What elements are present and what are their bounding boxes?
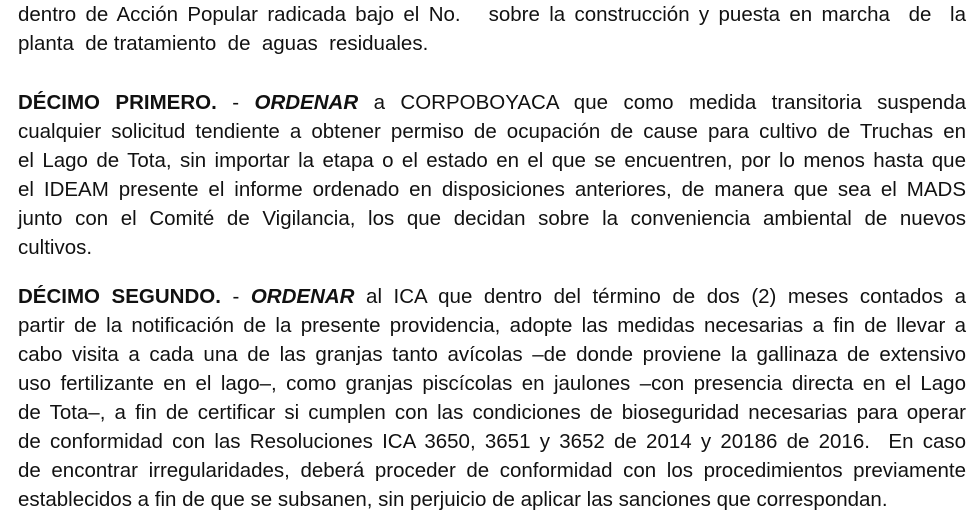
decimo-primero-heading: DÉCIMO PRIMERO.: [18, 91, 217, 114]
decimo-segundo-line-2: partir de la notificación de la presente providencia, adopte las medidas necesarias a fin de llevar a: [18, 314, 966, 337]
intro-line-1: dentro de Acción Popular radicada bajo el No. sobre la construcción y puesta en marcha de la: [18, 3, 966, 26]
decimo-primero-line-6: cultivos.: [18, 236, 93, 259]
decimo-segundo-line-1-rest: al ICA que dentro del término de dos (2) meses contados a: [354, 285, 967, 308]
decimo-segundo-line-8: establecidos a fin de que se subsanen, sin perjuicio de aplicar las sanciones que correspondan.: [18, 488, 888, 511]
decimo-segundo-line-4: uso fertilizante en el lago–, como granjas piscícolas en jaulones –con presencia directa en el Lago: [18, 372, 966, 395]
decimo-primero-line-1-rest: a CORPOBOYACA que como medida transitoria suspenda: [358, 91, 967, 114]
decimo-segundo-line-3: cabo visita a cada una de las granjas tanto avícolas –de donde proviene la gallinaza de extensivo: [18, 343, 966, 366]
decimo-segundo-line-1: [18, 285, 966, 309]
decimo-primero-line-1: [18, 91, 966, 115]
decimo-segundo-heading: DÉCIMO SEGUNDO.: [18, 285, 221, 308]
decimo-segundo-separator: -: [220, 285, 251, 308]
decimo-primero-verb: ORDENAR: [254, 91, 359, 114]
decimo-primero-line-5: junto con el Comité de Vigilancia, los que decidan sobre la conveniencia ambiental de nuevos: [18, 207, 966, 230]
decimo-primero-line-2: cualquier solicitud tendiente a obtener permiso de ocupación de cause para cultivo de Truchas en: [18, 120, 966, 143]
intro-line-2: planta de tratamiento de aguas residuales.: [18, 32, 429, 55]
decimo-primero-line-4: el IDEAM presente el informe ordenado en disposiciones anteriores, de manera que sea el MADS: [18, 178, 966, 201]
decimo-primero-line-3: el Lago de Tota, sin importar la etapa o el estado en el que se encuentren, por lo menos hasta que: [18, 149, 966, 172]
decimo-segundo-line-7: de encontrar irregularidades, deberá proceder de conformidad con los procedimientos previamente: [18, 459, 966, 482]
decimo-primero-separator: -: [216, 91, 255, 114]
decimo-segundo-line-5: de Tota–, a fin de certificar si cumplen con las condiciones de bioseguridad necesarias para operar: [18, 401, 966, 424]
decimo-segundo-line-6: de conformidad con las Resoluciones ICA 3650, 3651 y 3652 de 2014 y 20186 de 2016. En caso: [18, 430, 966, 453]
decimo-segundo-verb: ORDENAR: [250, 285, 355, 308]
